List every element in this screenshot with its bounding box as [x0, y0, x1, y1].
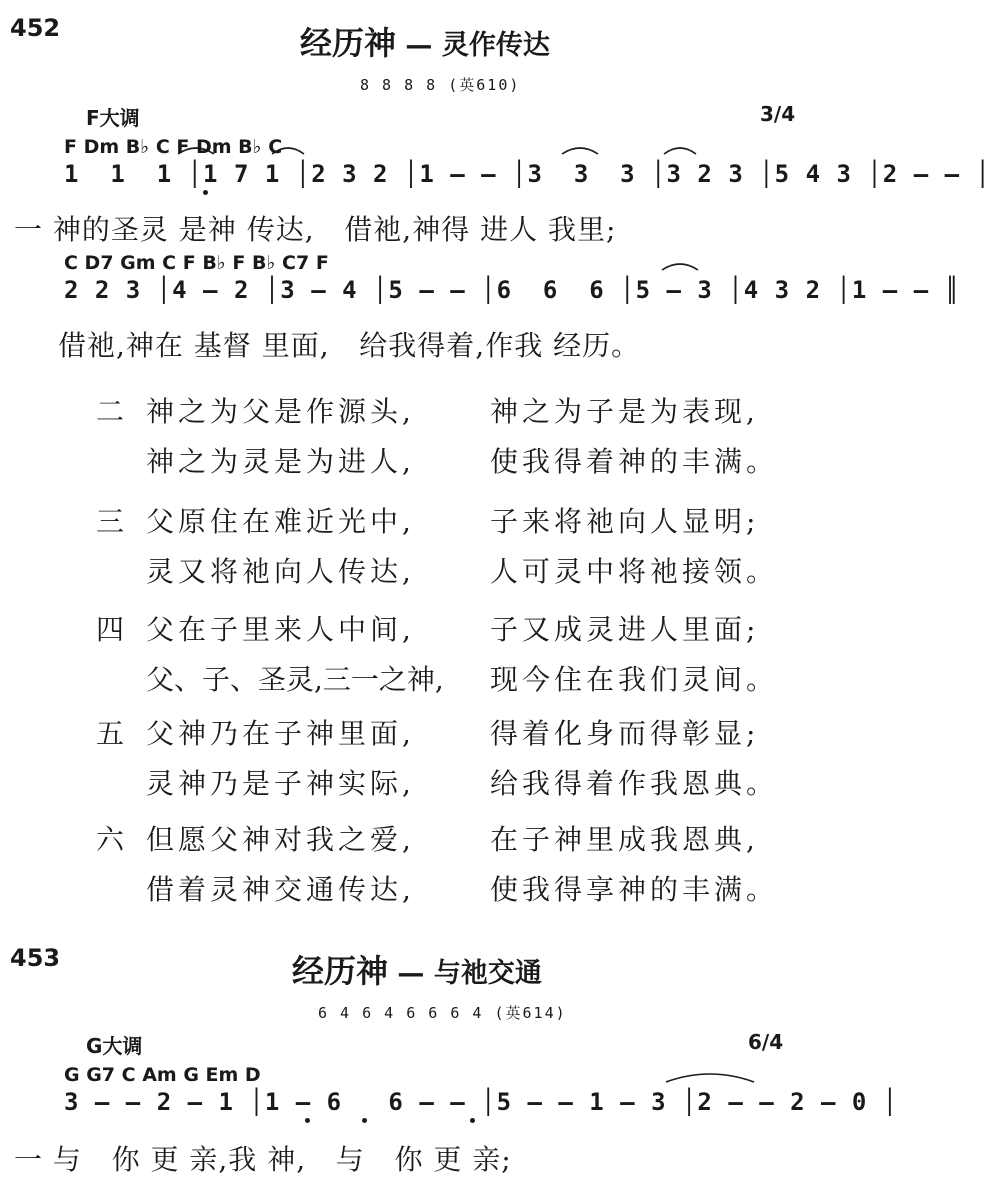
- verse-line: 神之为灵是为进人,: [146, 445, 415, 478]
- chord-row: C D7 Gm C F B♭ F B♭ C7 F: [64, 252, 329, 274]
- verse-number: 四: [96, 613, 129, 646]
- chord-row: F Dm B♭ C F Dm B♭ C: [64, 136, 283, 158]
- key-signature: F大调: [86, 106, 140, 130]
- lyric-row: 借祂,神在 基督 里面, 给我得着,作我 经历。: [58, 329, 641, 362]
- chord-row: G G7 C Am G Em D: [64, 1064, 261, 1086]
- meter: 8 8 8 8 (英610): [360, 76, 521, 94]
- verse: [96, 608, 816, 712]
- verse-line: 父在子里来人中间,: [146, 613, 415, 646]
- verse-line: 子来将祂向人显明;: [490, 505, 760, 538]
- verse-line: 在子神里成我恩典,: [490, 823, 759, 856]
- verse-line: 现今住在我们灵间。: [490, 663, 779, 696]
- time-signature: 3/4: [760, 102, 796, 126]
- verse-number: 三: [96, 505, 129, 538]
- hymn-number: 452: [10, 14, 61, 42]
- verse-line: 借着灵神交通传达,: [146, 873, 415, 906]
- hymn-number: 453: [10, 944, 61, 972]
- octave-dot: [305, 1118, 310, 1123]
- verse-line: 人可灵中将祂接领。: [490, 555, 779, 588]
- verse-number: 五: [96, 717, 129, 750]
- verse: [96, 390, 816, 500]
- verse-line: 子又成灵进人里面;: [490, 613, 760, 646]
- verse-line: 灵又将祂向人传达,: [146, 555, 415, 588]
- octave-dot: [470, 1118, 475, 1123]
- title-sub: — 与祂交通: [388, 958, 542, 989]
- verse: [96, 818, 816, 922]
- verse-line: 父、子、圣灵,三一之神,: [146, 663, 444, 696]
- verse-line: 神之为子是为表现,: [490, 395, 759, 428]
- verse-line: 得着化身而得彰显;: [490, 717, 760, 750]
- lyric-row: 一 神的圣灵 是神 传达, 借祂,神得 进人 我里;: [14, 213, 617, 246]
- verse-line: 父原住在难近光中,: [146, 505, 415, 538]
- verse-line: 神之为父是作源头,: [146, 395, 415, 428]
- verse-line: 使我得享神的丰满。: [490, 873, 779, 906]
- hymn-title: [300, 18, 550, 64]
- octave-dot: [362, 1118, 367, 1123]
- verse: [96, 500, 816, 608]
- verse-line: 给我得着作我恩典。: [490, 767, 779, 800]
- title-main: 经历神: [300, 24, 397, 62]
- key-signature: G大调: [86, 1034, 143, 1058]
- notes-row: 3 — — 2 — 1 │1 — 6 6 — — │5 — — 1 — 3 │2 — — 2 — 0 │: [64, 1088, 899, 1116]
- notes-row: 1 1 1 │1 7 1 │2 3 2 │1 — — │3 3 3 │3 2 3 │5 4 3 │2 — — │: [64, 160, 991, 188]
- verse-number: 六: [96, 823, 129, 856]
- verses: [96, 390, 816, 922]
- time-signature: 6/4: [748, 1030, 784, 1054]
- octave-dot: [203, 190, 208, 195]
- verse-line: 灵神乃是子神实际,: [146, 767, 415, 800]
- verse-line: 父神乃在子神里面,: [146, 717, 415, 750]
- lyric-row: 一 与 你 更 亲,我 神, 与 你 更 亲;: [14, 1143, 512, 1176]
- title-main: 经历神: [292, 952, 389, 990]
- verse-number: 二: [96, 395, 129, 428]
- verse: [96, 712, 816, 818]
- verse-line: 使我得着神的丰满。: [490, 445, 779, 478]
- meter: 6 4 6 4 6 6 6 4 (英614): [318, 1004, 567, 1022]
- title-sub: — 灵作传达: [396, 30, 550, 61]
- verse-line: 但愿父神对我之爱,: [146, 823, 415, 856]
- notes-row: 2 2 3 │4 — 2 │3 — 4 │5 — — │6 6 6 │5 — 3 │4 3 2 │1 — — ║: [64, 276, 961, 304]
- hymn-title: [292, 946, 542, 992]
